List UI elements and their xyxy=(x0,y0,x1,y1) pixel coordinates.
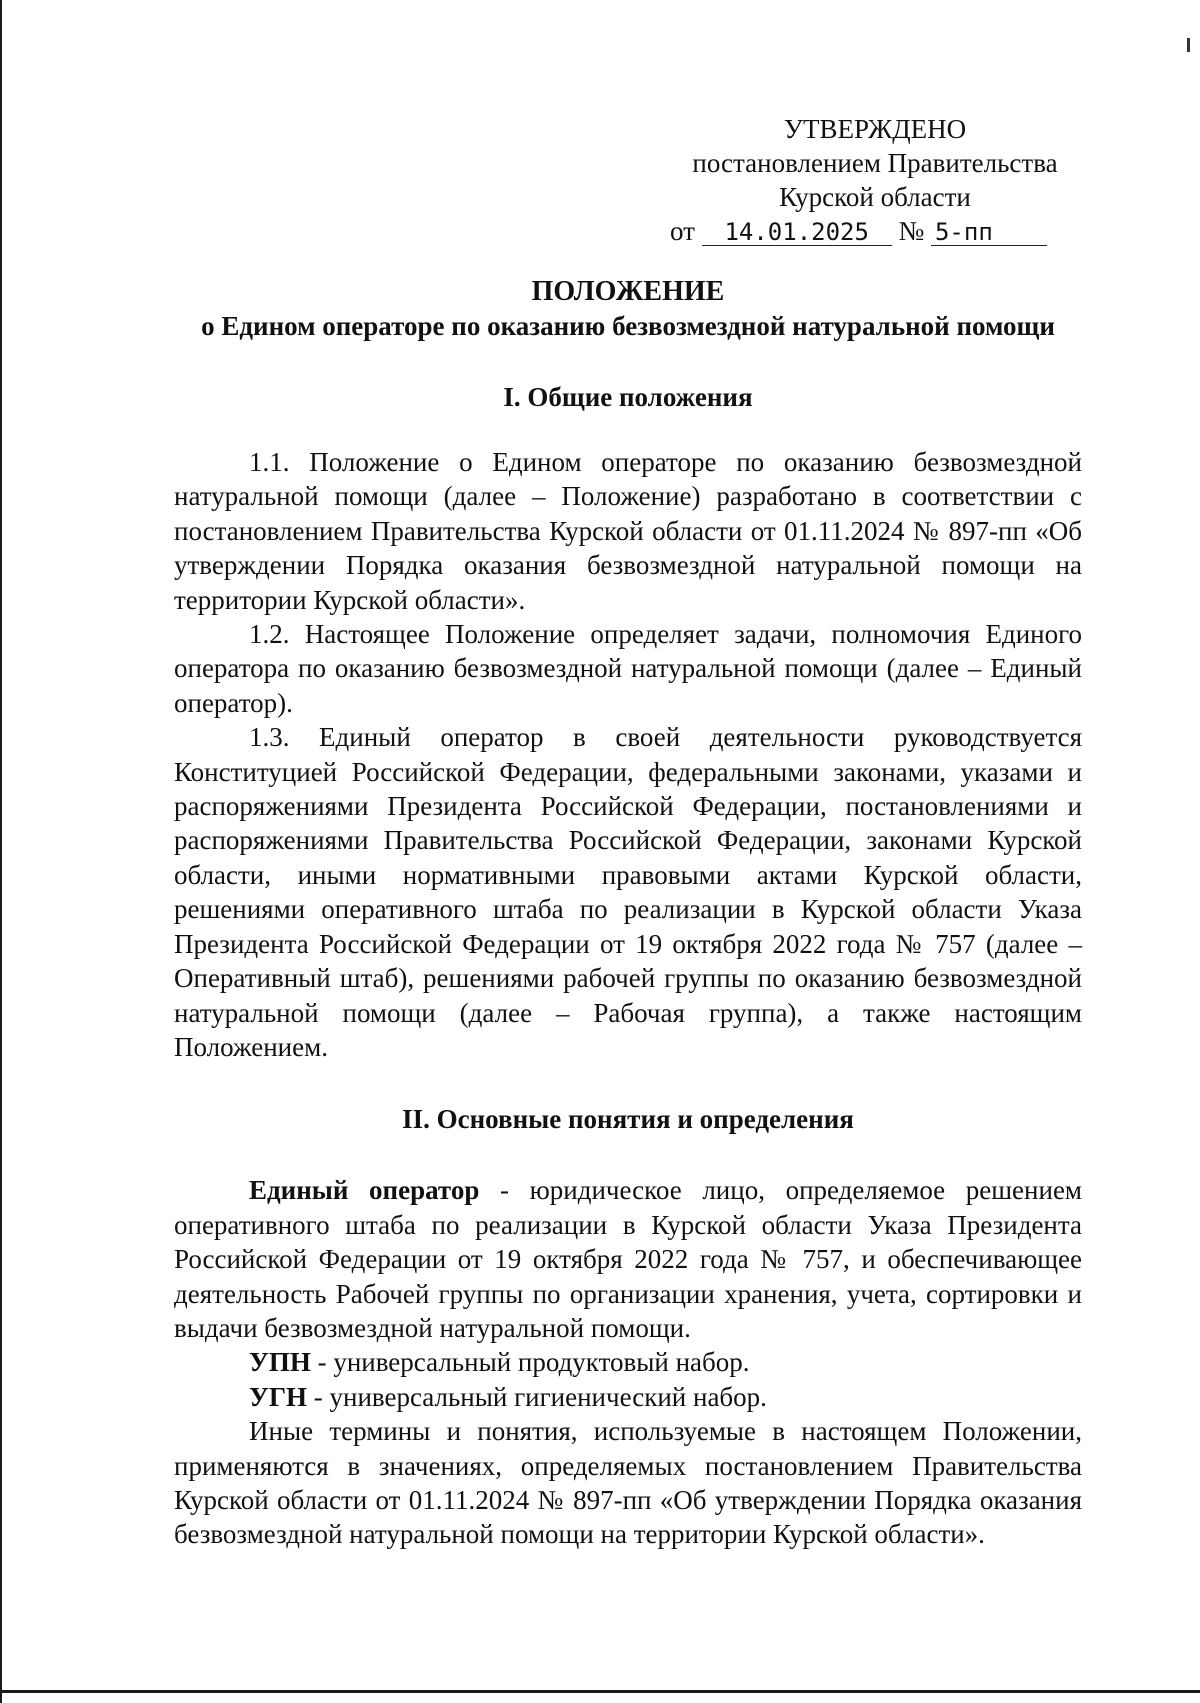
definition-term: Единый оператор xyxy=(249,1175,480,1206)
scan-mark xyxy=(1187,38,1190,52)
scan-border-bottom xyxy=(0,1690,1200,1693)
number-prefix: № xyxy=(898,216,925,246)
approval-date-line xyxy=(668,214,1082,248)
approval-stamp-block xyxy=(668,112,1082,248)
definition-single-operator xyxy=(174,1173,1082,1345)
paragraph-other-terms: Иные термины и понятия, используемые в настоящем Положении, применяются в значениях, определяемых постановлением Правительства Курской области от 01.11.2024 № 897-пп «Об утверждении Порядка оказания безвозмездной натуральной помощи на территории Курской области». xyxy=(174,1416,1082,1550)
definition-ugn xyxy=(174,1380,1082,1414)
document-title: ПОЛОЖЕНИЕ xyxy=(531,276,725,307)
scan-border-left xyxy=(0,0,2,1703)
definition-upn xyxy=(174,1345,1082,1379)
definition-text: - юридическое лицо, определяемое решением оперативного штаба по реализации в Курской области Указа Президента Российской Федерации от 19 октября 2022 года № 757, и обеспечивающее деятельность Рабочей группы по организации хранения, учета, сортировки и выдачи безвозмездной натуральной помощи. xyxy=(174,1175,1083,1343)
document-page xyxy=(174,112,1082,1552)
definition-term: УГН xyxy=(249,1381,307,1412)
date-prefix: от xyxy=(670,216,695,246)
definition-text: - универсальный продуктовый набор. xyxy=(310,1347,750,1378)
paragraph-1-2: 1.2. Настоящее Положение определяет задачи, полномочия Единого оператора по оказанию безвозмездной натуральной помощи (далее – Единый оператор). xyxy=(174,619,1082,718)
paragraph-1-1: 1.1. Положение о Едином операторе по оказанию безвозмездной натуральной помощи (далее – Положение) разработано в соответствии с постановлением Правительства Курской области от 01.11.2024 № 897-пп «Об утверждении Порядка оказания безвозмездной натуральной помощи на территории Курской области». xyxy=(174,447,1082,615)
section-1-heading: I. Общие положения xyxy=(503,382,753,412)
paragraph-1-3: 1.3. Единый оператор в своей деятельности руководствуется Конституцией Российской Федерации, федеральными законами, указами и распоряжениями Президента Российской Федерации, постановлениями и распоряжениями Правительства Российской Федерации, законами Курской области, иными нормативными правовыми актами Курской области, решениями оперативного штаба по реализации в Курской области Указа Президента Российской Федерации от 19 октября 2022 года № 757 (далее – Оперативный штаб), решениями рабочей группы по оказанию безвозмездной натуральной помощи (далее – Рабочая группа), а также настоящим Положением. xyxy=(174,722,1082,1062)
approval-date: 14.01.2025 xyxy=(702,219,892,246)
approval-number: 5-пп xyxy=(931,219,1047,246)
definition-term: УПН xyxy=(249,1347,311,1378)
approval-heading: УТВЕРЖДЕНО xyxy=(783,114,967,144)
approval-line-1: постановлением Правительства xyxy=(692,148,1058,178)
section-2-heading: II. Основные понятия и определения xyxy=(402,1104,854,1135)
document-subtitle: о Едином операторе по оказанию безвозмездной натуральной помощи xyxy=(201,311,1055,341)
approval-line-2: Курской области xyxy=(779,182,971,212)
definition-text: - универсальный гигиенический набор. xyxy=(307,1381,767,1412)
